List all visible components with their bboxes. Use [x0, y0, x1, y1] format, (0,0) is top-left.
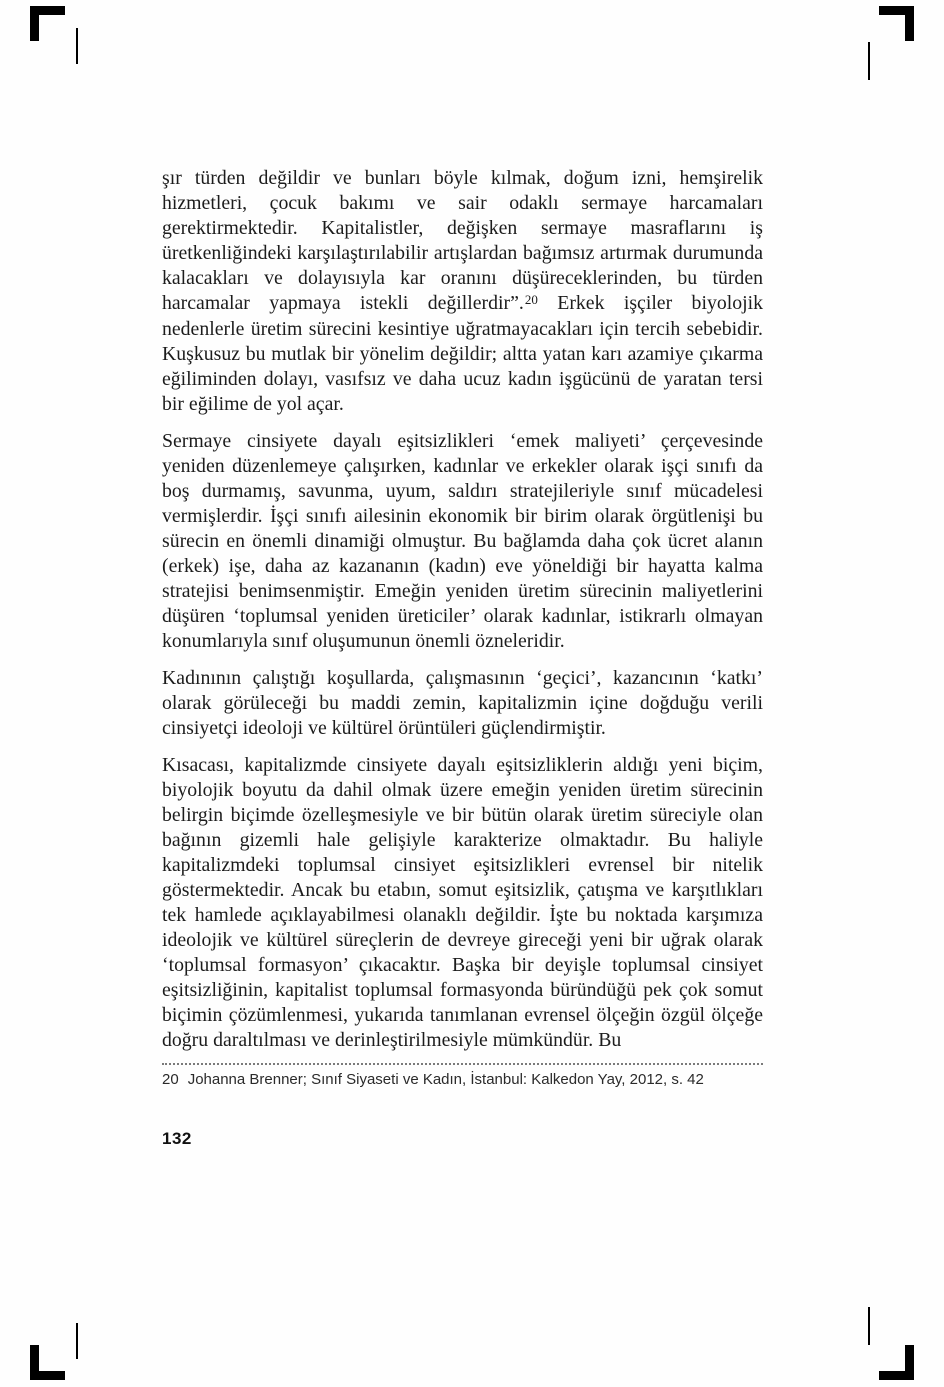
footnote-reference-20: 20 — [524, 292, 538, 307]
paragraph-1-continued: Erkek işçiler biyolojik nedenlerle üretim sürecini kesintiye uğratmayacakları için tercih sebebidir. Kuşkusuz bu mutlak bir yönelim değildir; altta yatan karı azamiye çıkarma eğiliminden dolayı, vasıfsız ve daha ucuz kadın işgücünü de yaratan tersi bir eğilime de yol açar. — [162, 292, 763, 415]
trim-line-bottom-right — [868, 1307, 870, 1345]
footnote — [162, 1070, 763, 1090]
paragraph-2: Sermaye cinsiyete dayalı eşitsizlikleri ‘emek maliyeti’ çerçevesinde yeniden düzenlemeye çalışırken, kadınlar ve erkekler olarak işçi sınıfı da boş durmamış, savunma, uyum, saldırı stratejileriyle sınıf mücadelesi vermişlerdir. İşçi sınıfı ailesinin ekonomik bir birim olarak örgütlenişi bu sürecin en önemli dinamiği olmuştur. Bu bağlamda daha çok ücret alanın (erkek) işe, daha az kazananın (kadın) eve yöneldiği bir hayatta kalma stratejisi benimsenmiştir. Emeğin yeniden üretim sürecinin maliyetlerini düşüren ‘toplumsal yeniden üreticiler’ olarak kadınlar, istikrarlı olmayan konumlarıyla sınıf oluşumunun önemli özneleridir. — [162, 430, 763, 652]
footnote-separator — [162, 1063, 763, 1065]
crop-mark-top-left — [30, 6, 65, 41]
trim-line-top-right — [868, 42, 870, 80]
paragraph-3: Kadınının çalıştığı koşullarda, çalışmasının ‘geçici’, kazancının ‘katkı’ olarak görüleceği bu maddi zemin, kapitalizmin içine doğduğu verili cinsiyetçi ideoloji ve kültürel örüntüleri güçlendirmiştir. — [162, 667, 763, 739]
trim-line-bottom-left — [76, 1323, 78, 1359]
paragraph-1-text: şır türden değildir ve bunları böyle kılmak, doğum izni, hemşirelik hizmetleri, çocuk bakımı ve sair odaklı sermaye harcamaları gerektirmektedir. Kapitalistler, değişken sermaye masraflarını iş üretkenliğindeki karşılaştırılabilir artışlardan bağımsız artırmak durumunda kalacakları ve dolayısıyla kar oranını düşüreceklerinden, bu türden harcamalar yapmaya istekli değillerdir”. — [162, 167, 763, 314]
crop-mark-bottom-left — [30, 1345, 65, 1380]
trim-line-top-left — [76, 28, 78, 64]
paragraph-1 — [162, 166, 763, 417]
crop-mark-bottom-right — [879, 1345, 914, 1380]
footnote-area — [162, 1063, 763, 1090]
page-text-block — [162, 166, 763, 1151]
footnote-text: Johanna Brenner; Sınıf Siyaseti ve Kadın, İstanbul: Kalkedon Yay, 2012, s. 42 — [187, 1071, 704, 1088]
page-number: 132 — [162, 1129, 192, 1148]
crop-mark-top-right — [879, 6, 914, 41]
footnote-number: 20 — [162, 1071, 179, 1088]
paragraph-4: Kısacası, kapitalizmde cinsiyete dayalı eşitsizliklerin aldığı yeni biçim, biyolojik boyutu da dahil olmak üzere emeğin yeniden üretim sürecinin belirgin biçimde özelleşmesiyle ve bir bütün olarak üretim süreciyle olan bağının gizemli hale gelişiyle karakterize olmaktadır. Bu haliyle kapitalizmdeki toplumsal cinsiyet eşitsizlikleri evrensel bir nitelik göstermektedir. Ancak bu etabın, somut eşitsizlik, çatışma ve karşıtlıkları tek hamlede açıklayabilmesi olanaklı değildir. İşte bu noktada karşımıza ideolojik ve kültürel süreçlerin de devreye gireceği yeni bir uğrak olarak ‘toplumsal formasyon’ çıkacaktır. Başka bir deyişle toplumsal cinsiyet eşitsizliğinin, kapitalist toplumsal formasyonda büründüğü pek çok somut biçimin çözümlenmesi, yukarıda tanımlanan evrensel ölçeğin özgül ölçeğe doğru daraltılması ve derinleştirilmesiyle mümkündür. Bu — [162, 754, 763, 1051]
